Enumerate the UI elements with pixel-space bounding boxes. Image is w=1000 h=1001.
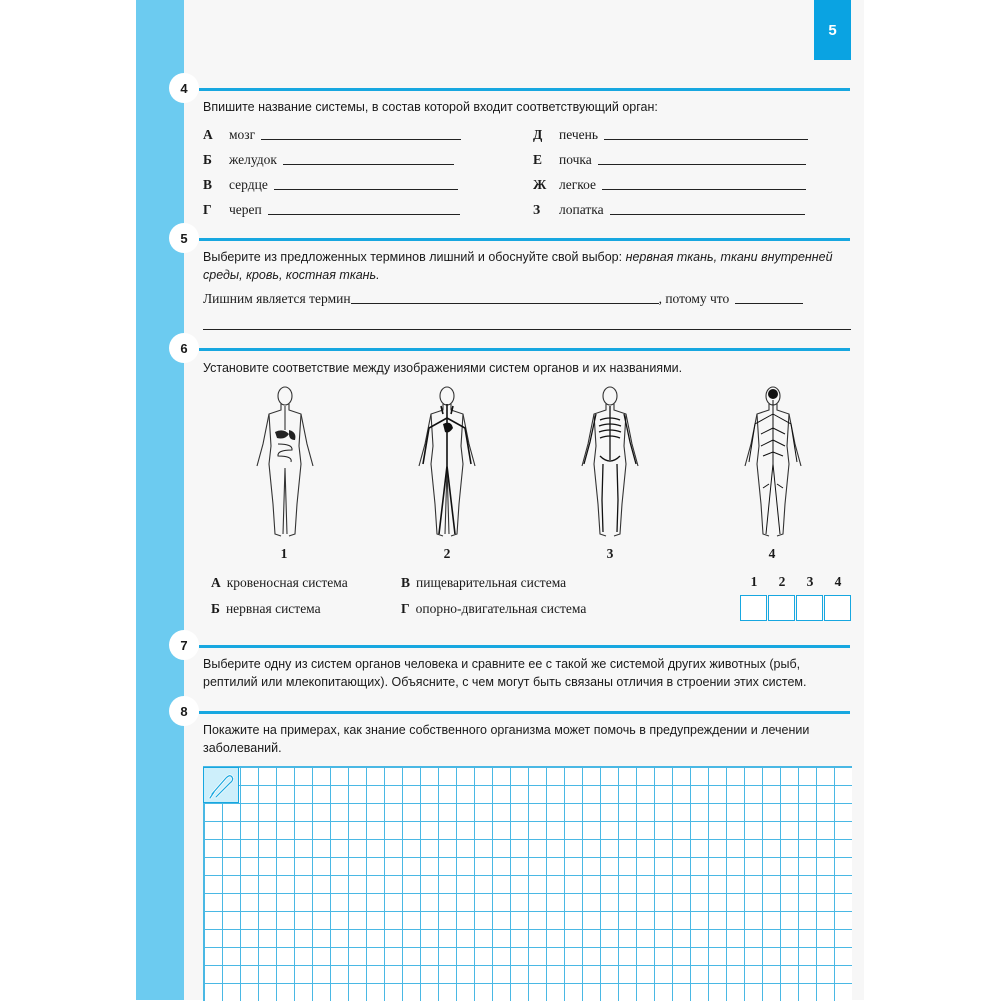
answer-line[interactable] bbox=[283, 163, 454, 165]
q4-item-d: Д печень bbox=[533, 127, 808, 143]
figure-label-2: 2 bbox=[443, 546, 451, 561]
answer-column-3: 3 bbox=[806, 574, 814, 589]
q4-item-a: А мозг bbox=[203, 127, 461, 143]
question-divider bbox=[199, 348, 850, 351]
answer-column-1: 1 bbox=[750, 574, 758, 589]
answer-line[interactable] bbox=[203, 328, 851, 330]
answer-column-4: 4 bbox=[834, 574, 842, 589]
question-number-8: 8 bbox=[169, 696, 199, 726]
answer-line[interactable] bbox=[351, 302, 659, 304]
q7-prompt: Выберите одну из систем органов человека и сравните ее с такой же системой других животных (рыб, рептилий или млекопитающих). Объясните, с чем могут быть связаны отличия в строении этих систем. bbox=[203, 657, 807, 689]
q4-item-e: Е почка bbox=[533, 152, 806, 168]
nervous-system-figure bbox=[733, 384, 813, 544]
option-v: В пищеварительная система bbox=[401, 575, 567, 590]
answer-box-3[interactable] bbox=[796, 595, 823, 621]
question-divider bbox=[199, 238, 850, 241]
answer-line[interactable] bbox=[598, 163, 806, 165]
option-a: А кровеносная система bbox=[211, 575, 348, 590]
pen-icon bbox=[203, 767, 239, 803]
answer-box-1[interactable] bbox=[740, 595, 767, 621]
q4-item-b: Б желудок bbox=[203, 152, 454, 168]
answer-line[interactable] bbox=[604, 138, 808, 140]
margin-stripe bbox=[136, 0, 184, 1000]
question-number-5: 5 bbox=[169, 223, 199, 253]
question-number-6: 6 bbox=[169, 333, 199, 363]
page-number: 5 bbox=[814, 0, 851, 60]
answer-column-2: 2 bbox=[778, 574, 786, 589]
answer-line[interactable] bbox=[268, 213, 460, 215]
digestive-system-figure bbox=[245, 384, 325, 544]
q4-item-g: Г череп bbox=[203, 202, 460, 218]
q8-prompt: Покажите на примерах, как знание собственного организма может помочь в предупреждении и лечении заболеваний. bbox=[203, 723, 810, 755]
answer-box-2[interactable] bbox=[768, 595, 795, 621]
answer-line[interactable] bbox=[610, 213, 805, 215]
q5-terms: нервная ткань, ткани внутренней среды, кровь, костная ткань. bbox=[203, 250, 833, 282]
q4-item-zh: Ж легкое bbox=[533, 177, 806, 193]
question-number-7: 7 bbox=[169, 630, 199, 660]
answer-line[interactable] bbox=[261, 138, 461, 140]
answer-line[interactable] bbox=[735, 302, 803, 304]
circulatory-system-figure bbox=[407, 384, 487, 544]
answer-line[interactable] bbox=[274, 188, 458, 190]
question-divider bbox=[199, 711, 850, 714]
q5-answer-row: Лишним является термин , потому что bbox=[203, 291, 803, 307]
question-number-4: 4 bbox=[169, 73, 199, 103]
skeletal-system-figure bbox=[570, 384, 650, 544]
answer-line[interactable] bbox=[602, 188, 806, 190]
question-divider bbox=[199, 88, 850, 91]
q5-prompt: Выберите из предложенных терминов лишний и обоснуйте свой выбор: нервная ткань, ткани внутренней среды, кровь, костная ткань. bbox=[203, 250, 833, 282]
q4-prompt: Впишите название системы, в состав которой входит соответствующий орган: bbox=[203, 100, 658, 114]
answer-box-4[interactable] bbox=[824, 595, 851, 621]
question-divider bbox=[199, 645, 850, 648]
q4-item-v: В сердце bbox=[203, 177, 458, 193]
figure-label-4: 4 bbox=[768, 546, 776, 561]
figure-label-3: 3 bbox=[606, 546, 614, 561]
option-b: Б нервная система bbox=[211, 601, 321, 616]
figure-label-1: 1 bbox=[280, 546, 288, 561]
q6-prompt: Установите соответствие между изображениями систем органов и их названиями. bbox=[203, 361, 683, 375]
option-g: Г опорно-двигательная система bbox=[401, 601, 587, 616]
answer-grid[interactable] bbox=[203, 766, 852, 1001]
q4-item-z: З лопатка bbox=[533, 202, 805, 218]
